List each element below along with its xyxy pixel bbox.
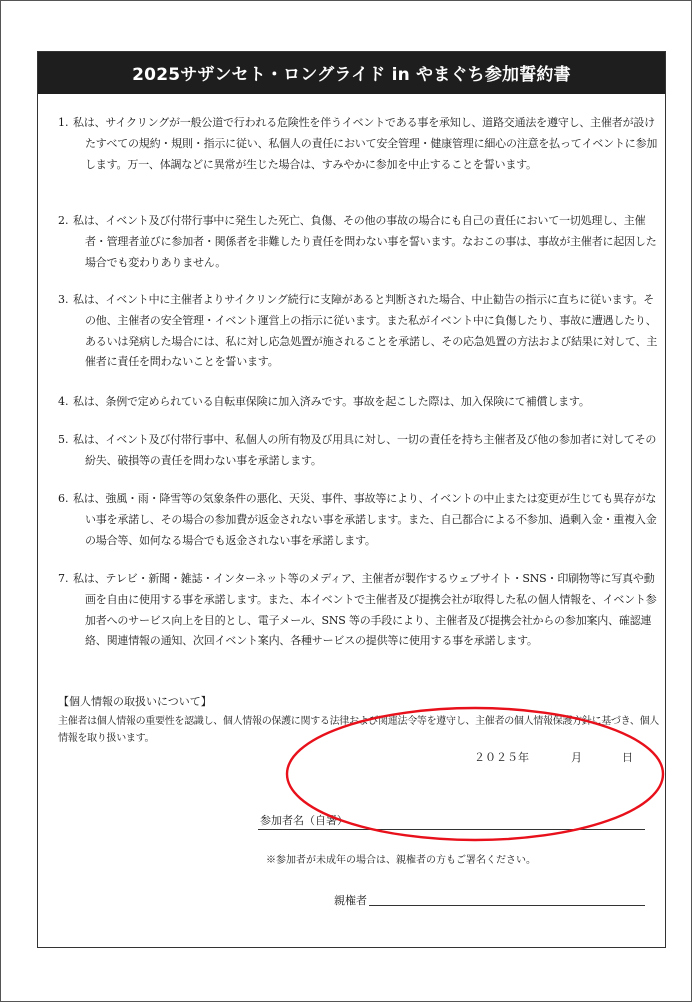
- clause-1: [58, 113, 662, 175]
- clause-number: 5.: [58, 433, 69, 446]
- privacy-text: 主催者は個人情報の重要性を認識し、個人情報の保護に関する法律および関連法令等を遵守し、主催者の個人情報保護方針に基づき、個人情報を取り扱います。: [58, 716, 659, 744]
- clause-number: 4.: [58, 395, 69, 408]
- clause-number: 6.: [58, 492, 69, 505]
- participant-signature-line[interactable]: [258, 829, 645, 830]
- clause-number: 3.: [58, 293, 69, 306]
- clause-text: 私は、イベント及び付帯行事中に発生した死亡、負傷、その他の事故の場合にも自己の責任において一切処理し、主催者・管理者並びに参加者・関係者を非難したり責任を問わない事を誓います。なおこの事は、事故が主催者に起因した場合でも変わりありません。: [73, 214, 657, 269]
- clause-3: [58, 290, 662, 373]
- pledge-document: [37, 51, 666, 948]
- clause-6: [58, 489, 662, 551]
- date-line: [474, 749, 633, 814]
- clause-text: 私は、条例で定められている自転車保険に加入済みです。事故を起こした際は、加入保険にて補償します。: [73, 395, 590, 408]
- date-year: ２０２５年: [474, 751, 529, 764]
- minor-note: ※参加者が未成年の場合は、親権者の方もご署名ください。: [266, 855, 536, 866]
- clause-4: [58, 392, 662, 413]
- document-title: 2025サザンセト・ロングライド in やまぐち参加誓約書: [38, 52, 665, 94]
- privacy-heading: 【個人情報の取扱いについて】: [58, 695, 212, 708]
- clause-number: 7.: [58, 572, 69, 585]
- clause-7: [58, 569, 662, 652]
- guardian-signature-line[interactable]: [369, 905, 645, 906]
- clause-number: 1.: [58, 116, 69, 129]
- clause-text: 私は、イベント中に主催者よりサイクリング続行に支障があると判断された場合、中止勧告の指示に直ちに従います。その他、主催者の安全管理・イベント運営上の指示に従います。また私がイベント中に負傷したり、事故に遭遇したり、あるいは発病した場合には、私に対し応急処置が施されることを承諾し、その応急処置の方法および結果に対して、主催者に責任を問わないことを誓います。: [73, 293, 658, 369]
- clause-text: 私は、イベント及び付帯行事中、私個人の所有物及び用具に対し、一切の責任を持ち主催者及び他の参加者に対してその紛失、破損等の責任を問わない事を承諾します。: [73, 433, 657, 467]
- clause-text: 私は、テレビ・新聞・雑誌・インターネット等のメディア、主催者が製作するウェブサイト・SNS・印刷物等に写真や動画を自由に使用する事を承諾します。また、本イベントで主催者及び提携会社が取得した私の個人情報を、イベント参加者へのサービス向上を目的とし、電子メール、SNS 等の手段により、主催者及び提携会社からの参加案内、確認連絡、関連情報の通知、次回イベント案内、各種サービスの提供等に使用する事を承諾します。: [73, 572, 657, 648]
- clause-text: 私は、強風・雨・降雪等の気象条件の悪化、天災、事件、事故等により、イベントの中止または変更が生じても異存がない事を承諾し、その場合の参加費が返金されない事を承諾します。また、自己都合による不参加、過剰入金・重複入金の場合等、如何なる場合でも返金されない事を承諾します。: [73, 492, 657, 547]
- date-month: 月: [571, 751, 582, 764]
- clause-text: 私は、サイクリングが一般公道で行われる危険性を伴うイベントである事を承知し、道路交通法を遵守し、主催者が設けたすべての規約・規則・指示に従い、私個人の責任において安全管理・健康管理に細心の注意を払ってイベントに参加します。万一、体調などに異常が生じた場合は、すみやかに参加を中止することを誓います。: [73, 116, 658, 171]
- guardian-label: 親権者: [334, 894, 367, 907]
- clause-number: 2.: [58, 214, 69, 227]
- clause-2: [58, 211, 662, 273]
- date-day: 日: [622, 751, 633, 764]
- clause-5: [58, 430, 662, 472]
- participant-name-label: 参加者名（自署）: [260, 814, 348, 827]
